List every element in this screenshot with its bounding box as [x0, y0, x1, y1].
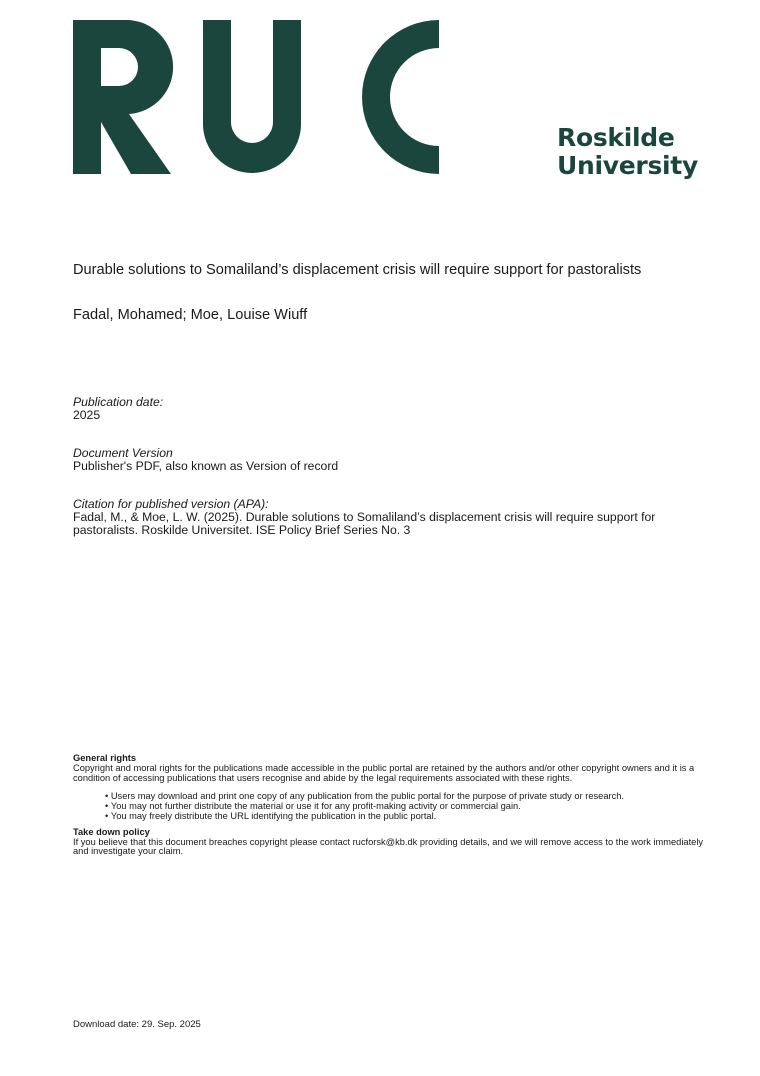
document-authors: Fadal, Mohamed; Moe, Louise Wiuff: [73, 307, 308, 323]
document-version-label: Document Version: [73, 446, 173, 460]
wordmark-line-1: Roskilde: [557, 123, 675, 152]
roskilde-university-wordmark: [557, 124, 698, 180]
citation-label: Citation for published version (APA):: [73, 497, 269, 511]
rights-bullet-list: [73, 792, 718, 821]
citation-block: [73, 498, 713, 537]
ruc-logo: [73, 20, 439, 176]
document-version-value: Publisher's PDF, also known as Version of record: [73, 459, 339, 473]
rights-bullet: • You may not further distribute the material or use it for any profit-making activity or commercial gain.: [105, 802, 718, 812]
rights-bullet: • You may freely distribute the URL identifying the publication in the public portal.: [105, 812, 718, 822]
logo-letter-c: [362, 20, 439, 174]
publication-date-value: 2025: [73, 408, 101, 422]
publication-date-block: [73, 396, 163, 422]
document-title: Durable solutions to Somaliland’s displacement crisis will require support for pastoralists: [73, 262, 642, 278]
logo-letter-u: [203, 20, 301, 173]
general-rights-text: Copyright and moral rights for the publications made accessible in the public portal are retained by the authors and/or other copyright owners and it is a condition of accessing publications that users recognise and abide by the legal requirements associated with these rights.: [73, 762, 695, 783]
wordmark-line-2: University: [557, 151, 698, 180]
document-version-block: [73, 447, 338, 473]
rights-section: [73, 754, 718, 857]
general-rights-heading: General rights: [73, 753, 137, 763]
rights-bullet: • Users may download and print one copy of any publication from the public portal for the purpose of private study or research.: [105, 792, 718, 802]
takedown-section: [73, 828, 718, 857]
publication-date-label: Publication date:: [73, 395, 164, 409]
citation-value: Fadal, M., & Moe, L. W. (2025). Durable solutions to Somaliland’s displacement crisis will require support for pastoralists. Roskilde Universitet. ISE Policy Brief Series No. 3: [73, 510, 656, 537]
takedown-heading: Take down policy: [73, 826, 150, 837]
download-date: Download date: 29. Sep. 2025: [73, 1019, 201, 1030]
takedown-text: If you believe that this document breaches copyright please contact rucforsk@kb.dk providing details, and we will remove access to the work immediately and investigate your claim.: [73, 836, 704, 857]
logo-letter-r: [73, 20, 173, 174]
